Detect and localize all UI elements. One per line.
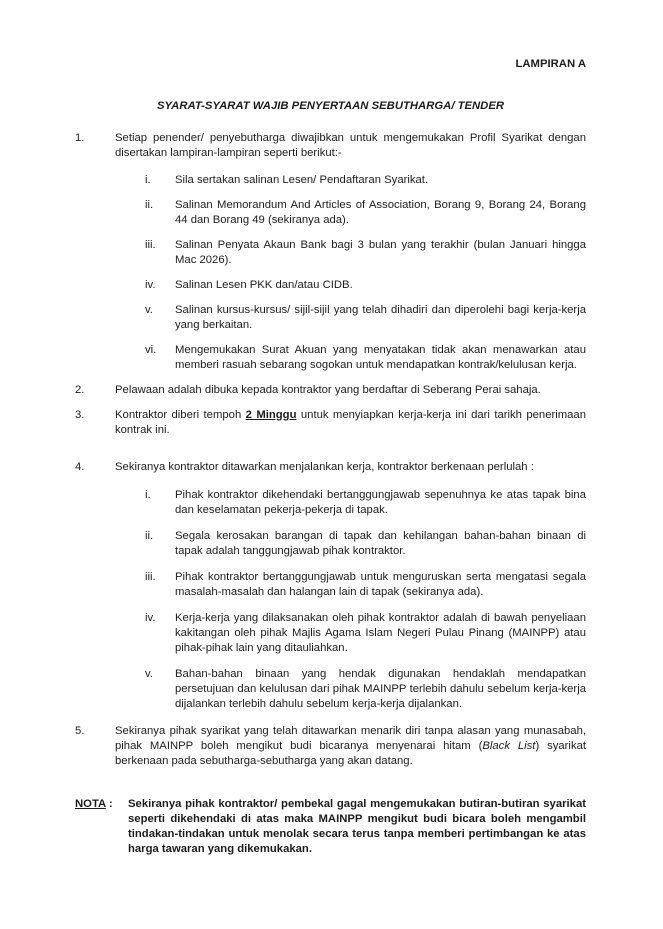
subitem-number: i. [145,174,151,186]
subitem-number: iv. [145,612,156,624]
item-number: 1. [75,132,85,144]
subitem-4-ii [145,529,586,559]
item-text-post: ) syarikat berkenaan pada sebutharga-sebutharga yang akan datang. [115,740,587,767]
item-text-post: untuk menyiapkan kerja-kerja ini dari tarikh penerimaan kontrak ini. [115,409,587,436]
subitem-text: Salinan Lesen PKK dan/atau CIDB. [175,279,353,291]
item-number: 2. [75,384,85,396]
subitem-4-iii [145,570,586,600]
subitem-4-i [145,488,586,518]
subitem-1-i [145,173,586,188]
subitem-4-iv [145,611,586,656]
list-item-1 [75,131,586,161]
subitem-number: iii. [145,571,156,583]
subitem-1-iv [145,278,586,293]
item-text: Pelawaan adalah dibuka kepada kontraktor yang berdaftar di Seberang Perai sahaja. [115,384,541,396]
subitem-text: Salinan kursus-kursus/ sijil-sijil yang telah dihadiri dan diperolehi bagi kerja-kerja yang berkaitan. [175,304,586,331]
item-text-pre: Sekiranya pihak syarikat yang telah ditawarkan menarik diri tanpa alasan yang munasabah, pihak MAINPP boleh mengikut budi bicaranya menyenarai hitam ( [115,725,586,752]
subitem-text: Segala kerosakan barangan di tapak dan kehilangan bahan-bahan binaan di tapak adalah tanggungjawab pihak kontraktor. [175,530,586,557]
page-title: SYARAT-SYARAT WAJIB PENYERTAAN SEBUTHARGA/ TENDER [156,100,505,112]
item-text [115,408,586,438]
subitem-number: v. [145,304,153,316]
subitem-4-v [145,667,586,712]
item-text-italic: Black List [482,740,536,752]
subitem-text: Bahan-bahan binaan yang hendak digunakan hendaklah mendapatkan persetujuan dan kelulusan dari pihak MAINPP terlebih dahulu sebelum kerja-kerja dijalankan terlebih dahulu sebelum kerja-kerja dijalankan. [175,668,586,710]
subitem-number: i. [145,489,151,501]
list-item-3 [75,408,586,438]
subitem-text: Salinan Memorandum And Articles of Association, Borang 9, Borang 24, Borang 44 dan Borang 49 (sekiranya ada). [175,199,586,226]
nota-label [75,797,128,857]
item-number: 4. [75,461,85,473]
nota-block [75,797,586,857]
list-item-2 [75,383,586,398]
subitem-text: Salinan Penyata Akaun Bank bagi 3 bulan yang terakhir (bulan Januari hingga Mac 2026). [175,239,586,266]
subitem-text: Mengemukakan Surat Akuan yang menyatakan tidak akan menawarkan atau memberi rasuah sebarang sogokan untuk mendapatkan kontrak/kelulusan kerja. [175,344,586,371]
subitem-number: iv. [145,279,156,291]
subitem-text: Pihak kontraktor bertanggungjawab untuk menguruskan serta mengatasi segala masalah-masalah dan halangan lain di tapak (sekiranya ada). [175,571,586,598]
subitem-number: v. [145,668,153,680]
item-text: Sekiranya kontraktor ditawarkan menjalankan kerja, kontraktor berkenaan perlulah : [115,461,534,473]
item-text [115,724,586,769]
subitem-1-vi [145,343,586,373]
list-item-4 [75,460,586,475]
corner-label: LAMPIRAN A [515,58,586,70]
subitem-number: ii. [145,530,154,542]
item-number: 5. [75,725,85,737]
subitem-text: Kerja-kerja yang dilaksanakan oleh pihak kontraktor adalah di bawah penyeliaan kakitangan oleh pihak Majlis Agama Islam Negeri Pulau Pinang (MAINPP) atau pihak-pihak lain yang ditauliahkan. [175,612,586,654]
item-number: 3. [75,409,85,421]
subitem-number: ii. [145,199,154,211]
item-text-emphasis: 2 Minggu [245,409,297,421]
subitem-1-ii [145,198,586,228]
subitem-1-iii [145,238,586,268]
nota-label-text: NOTA [75,798,106,810]
item-text-pre: Kontraktor diberi tempoh [115,409,246,421]
nota-colon: : [105,798,113,810]
item-text: Setiap penender/ penyebutharga diwajibkan untuk mengemukakan Profil Syarikat dengan disertakan lampiran-lampiran seperti berikut:- [115,132,586,159]
subitem-text: Pihak kontraktor dikehendaki bertanggungjawab sepenuhnya ke atas tapak bina dan keselamatan pekerja-pekerja di tapak. [175,489,586,516]
subitem-text: Sila sertakan salinan Lesen/ Pendaftaran Syarikat. [175,174,429,186]
subitem-1-v [145,303,586,333]
subitem-number: vi. [145,344,157,356]
nota-text: Sekiranya pihak kontraktor/ pembekal gagal mengemukakan butiran-butiran syarikat seperti dikehendaki di atas maka MAINPP mengikut budi bicara boleh mengambil tindakan-tindakan untuk menolak secara terus tanpa memberi pertimbangan ke atas harga tawaran yang dikemukakan. [128,798,586,855]
list-item-5 [75,724,586,769]
subitem-number: iii. [145,239,156,251]
